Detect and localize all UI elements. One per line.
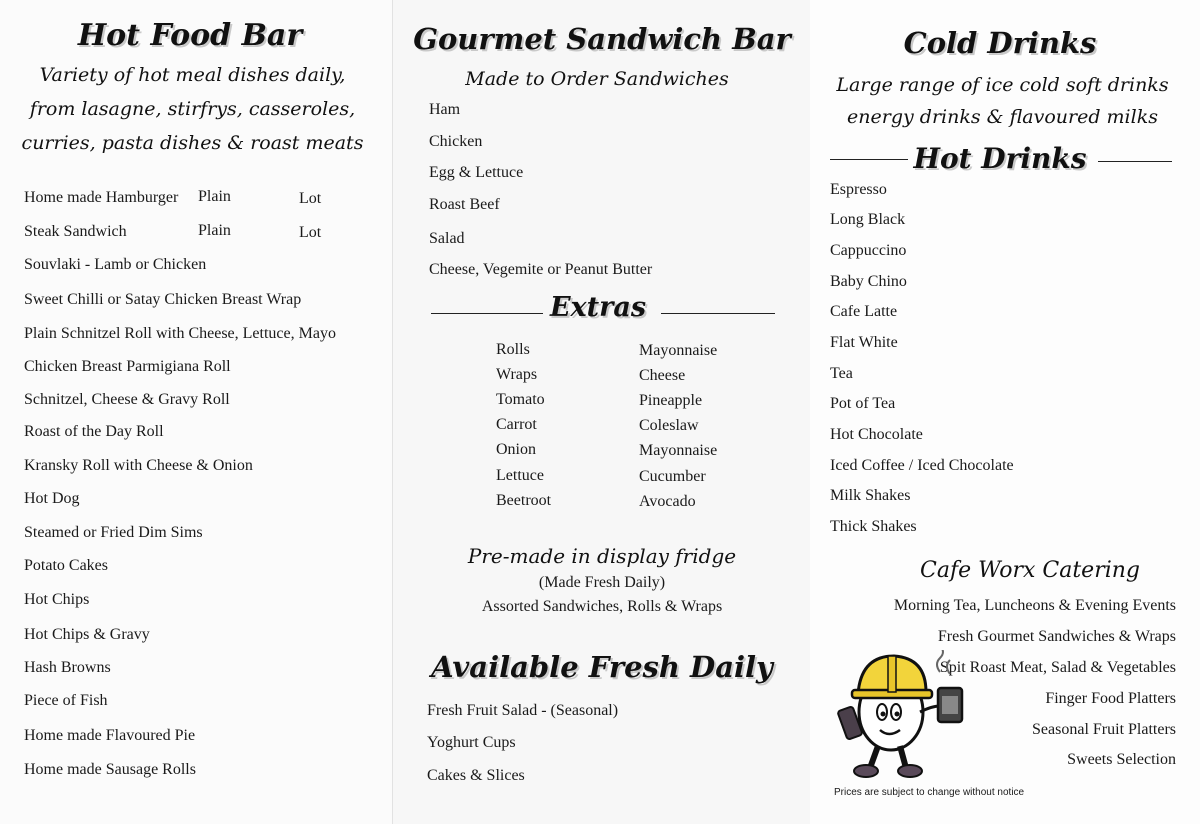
sandwich-item: Chicken (429, 133, 483, 150)
hot-food-item: Hot Chips (24, 591, 90, 608)
sandwich-bar-panel (392, 0, 812, 824)
hot-food-item: Schnitzel, Cheese & Gravy Roll (24, 391, 230, 408)
fresh-daily-item: Cakes & Slices (427, 767, 525, 784)
extras-item: Cheese (639, 367, 686, 384)
extras-rule-left (431, 313, 543, 314)
catering-item: Seasonal Fruit Platters (1032, 721, 1176, 738)
extras-item: Beetroot (496, 492, 552, 509)
hot-food-item: Steak Sandwich (24, 223, 127, 240)
cold-drinks-title: Cold Drinks (903, 26, 1097, 60)
hot-food-description-line-3: curries, pasta dishes & roast meats (21, 132, 364, 154)
sandwich-item: Salad (429, 230, 465, 247)
hot-drinks-item: Milk Shakes (830, 487, 911, 504)
hot-food-item: Kransky Roll with Cheese & Onion (24, 457, 253, 474)
plain-label-steak: Plain (198, 222, 231, 239)
hot-food-item: Sweet Chilli or Satay Chicken Breast Wrap (24, 291, 302, 308)
hot-food-item: Roast of the Day Roll (24, 423, 164, 440)
hot-drinks-rule-left (830, 159, 908, 160)
hot-food-item: Hot Dog (24, 490, 80, 507)
cold-drinks-line-1: Large range of ice cold soft drinks (836, 74, 1169, 96)
hot-drinks-item: Thick Shakes (830, 518, 917, 535)
catering-title: Cafe Worx Catering (920, 558, 1140, 583)
hot-food-item: Steamed or Fried Dim Sims (24, 524, 203, 541)
catering-item: Morning Tea, Luncheons & Evening Events (893, 597, 1176, 614)
plain-label-hamburger: Plain (198, 188, 231, 205)
extras-item: Onion (496, 441, 536, 458)
extras-item: Tomato (496, 391, 545, 408)
extras-item: Rolls (496, 341, 530, 358)
extras-item: Wraps (496, 366, 538, 383)
extras-item: Cucumber (639, 468, 706, 485)
extras-item: Pineapple (639, 392, 703, 409)
extras-item: Carrot (496, 416, 537, 433)
hot-drinks-title: Hot Drinks (913, 142, 1087, 175)
hot-drinks-item: Iced Coffee / Iced Chocolate (830, 457, 1014, 474)
extras-rule-right (661, 313, 775, 314)
fresh-daily-title: Available Fresh Daily (431, 650, 773, 684)
hot-food-item: Chicken Breast Parmigiana Roll (24, 358, 231, 375)
premade-items: Assorted Sandwiches, Rolls & Wraps (481, 598, 723, 615)
extras-item: Avocado (639, 493, 696, 510)
hot-drinks-item: Cappuccino (830, 242, 907, 259)
catering-item: Sweets Selection (1067, 751, 1176, 768)
hot-food-description-line-2: from lasagne, stirfrys, casseroles, (29, 98, 356, 120)
sandwich-item: Roast Beef (429, 196, 500, 213)
hot-drinks-item: Flat White (830, 334, 898, 351)
extras-item: Coleslaw (639, 417, 699, 434)
extras-item: Mayonnaise (639, 342, 718, 359)
sandwich-item: Cheese, Vegemite or Peanut Butter (429, 261, 653, 278)
hot-food-item: Potato Cakes (24, 557, 108, 574)
drinks-catering-panel (810, 0, 1200, 824)
hot-food-item: Hot Chips & Gravy (24, 626, 150, 643)
hot-drinks-item: Tea (830, 365, 853, 382)
hot-food-item: Home made Sausage Rolls (24, 761, 196, 778)
sandwich-bar-title: Gourmet Sandwich Bar (413, 22, 791, 56)
hot-drinks-rule-right (1098, 161, 1172, 162)
hot-food-item: Souvlaki - Lamb or Chicken (24, 256, 207, 273)
hot-food-description-line-1: Variety of hot meal dishes daily, (39, 64, 346, 86)
fresh-daily-item: Fresh Fruit Salad - (Seasonal) (427, 702, 619, 719)
hot-food-bar-title: Hot Food Bar (77, 18, 303, 53)
hot-food-item: Hash Browns (24, 659, 111, 676)
hot-drinks-item: Baby Chino (830, 273, 907, 290)
hot-food-item: Home made Hamburger (24, 189, 179, 206)
hardhat-mascot-icon (836, 650, 976, 780)
sandwich-bar-subtitle: Made to Order Sandwiches (465, 68, 729, 90)
lot-label-steak: Lot (299, 224, 322, 241)
hot-drinks-item: Cafe Latte (830, 303, 898, 320)
premade-title: Pre-made in display fridge (467, 544, 737, 568)
hot-food-bar-panel (0, 0, 392, 824)
extras-item: Lettuce (496, 467, 544, 484)
lot-label-hamburger: Lot (299, 190, 322, 207)
sandwich-item: Egg & Lettuce (429, 164, 524, 181)
hot-food-item: Piece of Fish (24, 692, 108, 709)
cold-drinks-line-2: energy drinks & flavoured milks (847, 106, 1158, 128)
catering-item: Spit Roast Meat, Salad & Vegetables (939, 659, 1176, 676)
extras-title: Extras (549, 292, 647, 323)
hot-drinks-item: Espresso (830, 181, 887, 198)
premade-note: (Made Fresh Daily) (538, 574, 666, 591)
catering-item: Fresh Gourmet Sandwiches & Wraps (937, 628, 1176, 645)
catering-item: Finger Food Platters (1045, 690, 1176, 707)
fresh-daily-item: Yoghurt Cups (427, 734, 516, 751)
hot-drinks-item: Pot of Tea (830, 395, 896, 412)
hot-drinks-item: Long Black (830, 211, 906, 228)
extras-item: Mayonnaise (639, 442, 718, 459)
sandwich-item: Ham (429, 101, 461, 118)
hot-food-item: Plain Schnitzel Roll with Cheese, Lettuce, Mayo (24, 325, 336, 342)
hot-food-item: Home made Flavoured Pie (24, 727, 196, 744)
price-disclaimer: Prices are subject to change without notice (834, 787, 1025, 798)
hot-drinks-item: Hot Chocolate (830, 426, 923, 443)
